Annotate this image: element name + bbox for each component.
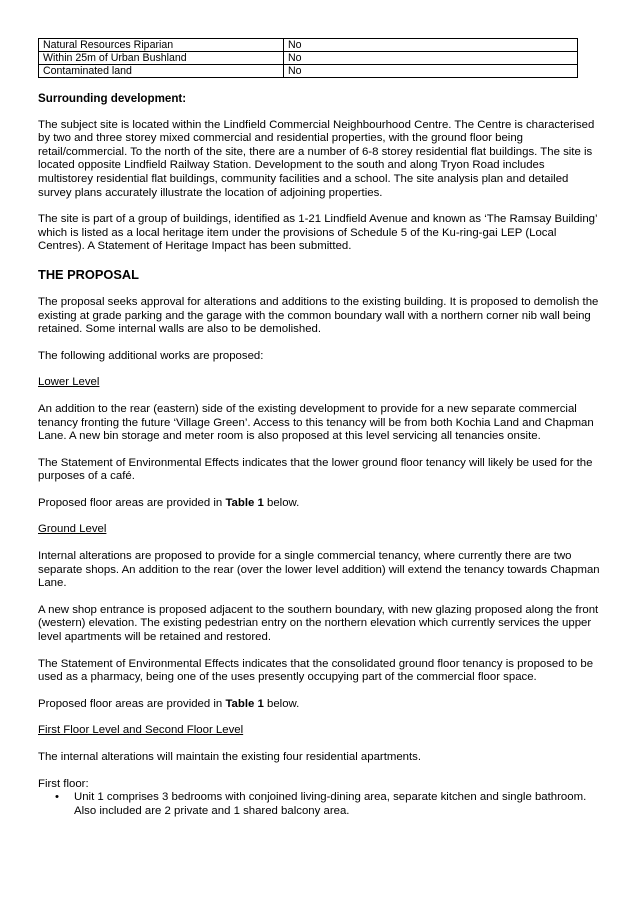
table-cell-value: No [284, 65, 578, 78]
ground-floor-areas-note [38, 698, 600, 712]
list-item [55, 791, 600, 818]
table-cell-label: Within 25m of Urban Bushland [39, 52, 284, 65]
lower-paragraph-2: The Statement of Environmental Effects indicates that the lower ground floor tenancy will likely be used for the purposes of a café. [38, 456, 593, 483]
table-row [39, 52, 578, 65]
ground-paragraph-3: The Statement of Environmental Effects indicates that the consolidated ground floor tenancy is proposed to be used as a pharmacy, being one of the uses presently occupying part of the commercial floor space. [38, 657, 594, 684]
floor-note-prefix: Proposed floor areas are provided in [38, 496, 226, 509]
floor-note-suffix: below. [263, 697, 300, 710]
table-reference: Table 1 [225, 496, 264, 509]
lower-floor-areas-note [38, 497, 600, 511]
surrounding-paragraph-1: The subject site is located within the Lindfield Commercial Neighbourhood Centre. The Centre is characterised by two and three storey mixed commercial and residential properties, with the ground floor being retail/commercial. To the north of the site, there are a number of 6-8 storey residential flat buildings. The site is located opposite Lindfield Railway Station. Development to the south and along Tryon Road includes multistorey residential flat buildings, community facilities and a school. The site analysis plan and detailed survey plans accurately illustrate the location of adjoining properties. [38, 118, 595, 199]
site-constraints-table [38, 38, 578, 78]
floor-note-prefix: Proposed floor areas are provided in [38, 697, 226, 710]
table-reference: Table 1 [225, 697, 264, 710]
ground-level-heading: Ground Level [38, 523, 107, 536]
ground-paragraph-2: A new shop entrance is proposed adjacent to the southern boundary, with new glazing proposed along the front (western) elevation. The existing pedestrian entry on the northern elevation which currently services the upper level apartments will be retained and restored. [38, 603, 599, 644]
first-floor-label: First floor: [38, 777, 89, 790]
ground-paragraph-1: Internal alterations are proposed to provide for a single commercial tenancy, where currently there are two separate shops. An addition to the rear (over the lower level addition) will extend the tenancy towards Chapman Lane. [38, 550, 600, 590]
floor-note-suffix: below. [263, 496, 300, 509]
table-row [39, 39, 578, 52]
proposal-paragraph-1: The proposal seeks approval for alterations and additions to the existing building. It is proposed to demolish the existing at grade parking and the garage with the common boundary wall with a northern corner nib wall being retained. Some internal walls are also to be demolished. [38, 295, 599, 336]
list-item-text: Unit 1 comprises 3 bedrooms with conjoined living-dining area, separate kitchen and single bathroom. Also included are 2 private and 1 shared balcony area. [74, 791, 587, 817]
proposal-paragraph-2: The following additional works are proposed: [38, 349, 264, 362]
first-floor-bullet-list [38, 791, 600, 818]
document-page [38, 38, 600, 818]
surrounding-development-heading: Surrounding development: [38, 92, 187, 105]
lower-level-heading: Lower Level [38, 376, 100, 389]
surrounding-paragraph-2: The site is part of a group of buildings, identified as 1-21 Lindfield Avenue and known as ‘The Ramsay Building’ which is listed as a local heritage item under the provisions of Schedule 5 of the Ku-ring-gai LEP (Local Centres). A Statement of Heritage Impact has been submitted. [38, 213, 598, 253]
lower-paragraph-1: An addition to the rear (eastern) side of the existing development to provide for a new separate commercial tenancy fronting the future ‘Village Green’. Access to this tenancy will be from both Kochia Land and Chapman Lane. A new bin storage and meter room is also proposed at this level servicing all tenancies onsite. [38, 402, 594, 443]
table-cell-label: Contaminated land [39, 65, 284, 78]
table-cell-value: No [284, 39, 578, 52]
proposal-heading: THE PROPOSAL [38, 266, 139, 282]
table-row [39, 65, 578, 78]
upper-paragraph-1: The internal alterations will maintain the existing four residential apartments. [38, 751, 422, 763]
bullet-icon: • [55, 791, 59, 804]
table-cell-label: Natural Resources Riparian [39, 39, 284, 52]
table-cell-value: No [284, 52, 578, 65]
upper-levels-heading: First Floor Level and Second Floor Level [38, 724, 244, 737]
